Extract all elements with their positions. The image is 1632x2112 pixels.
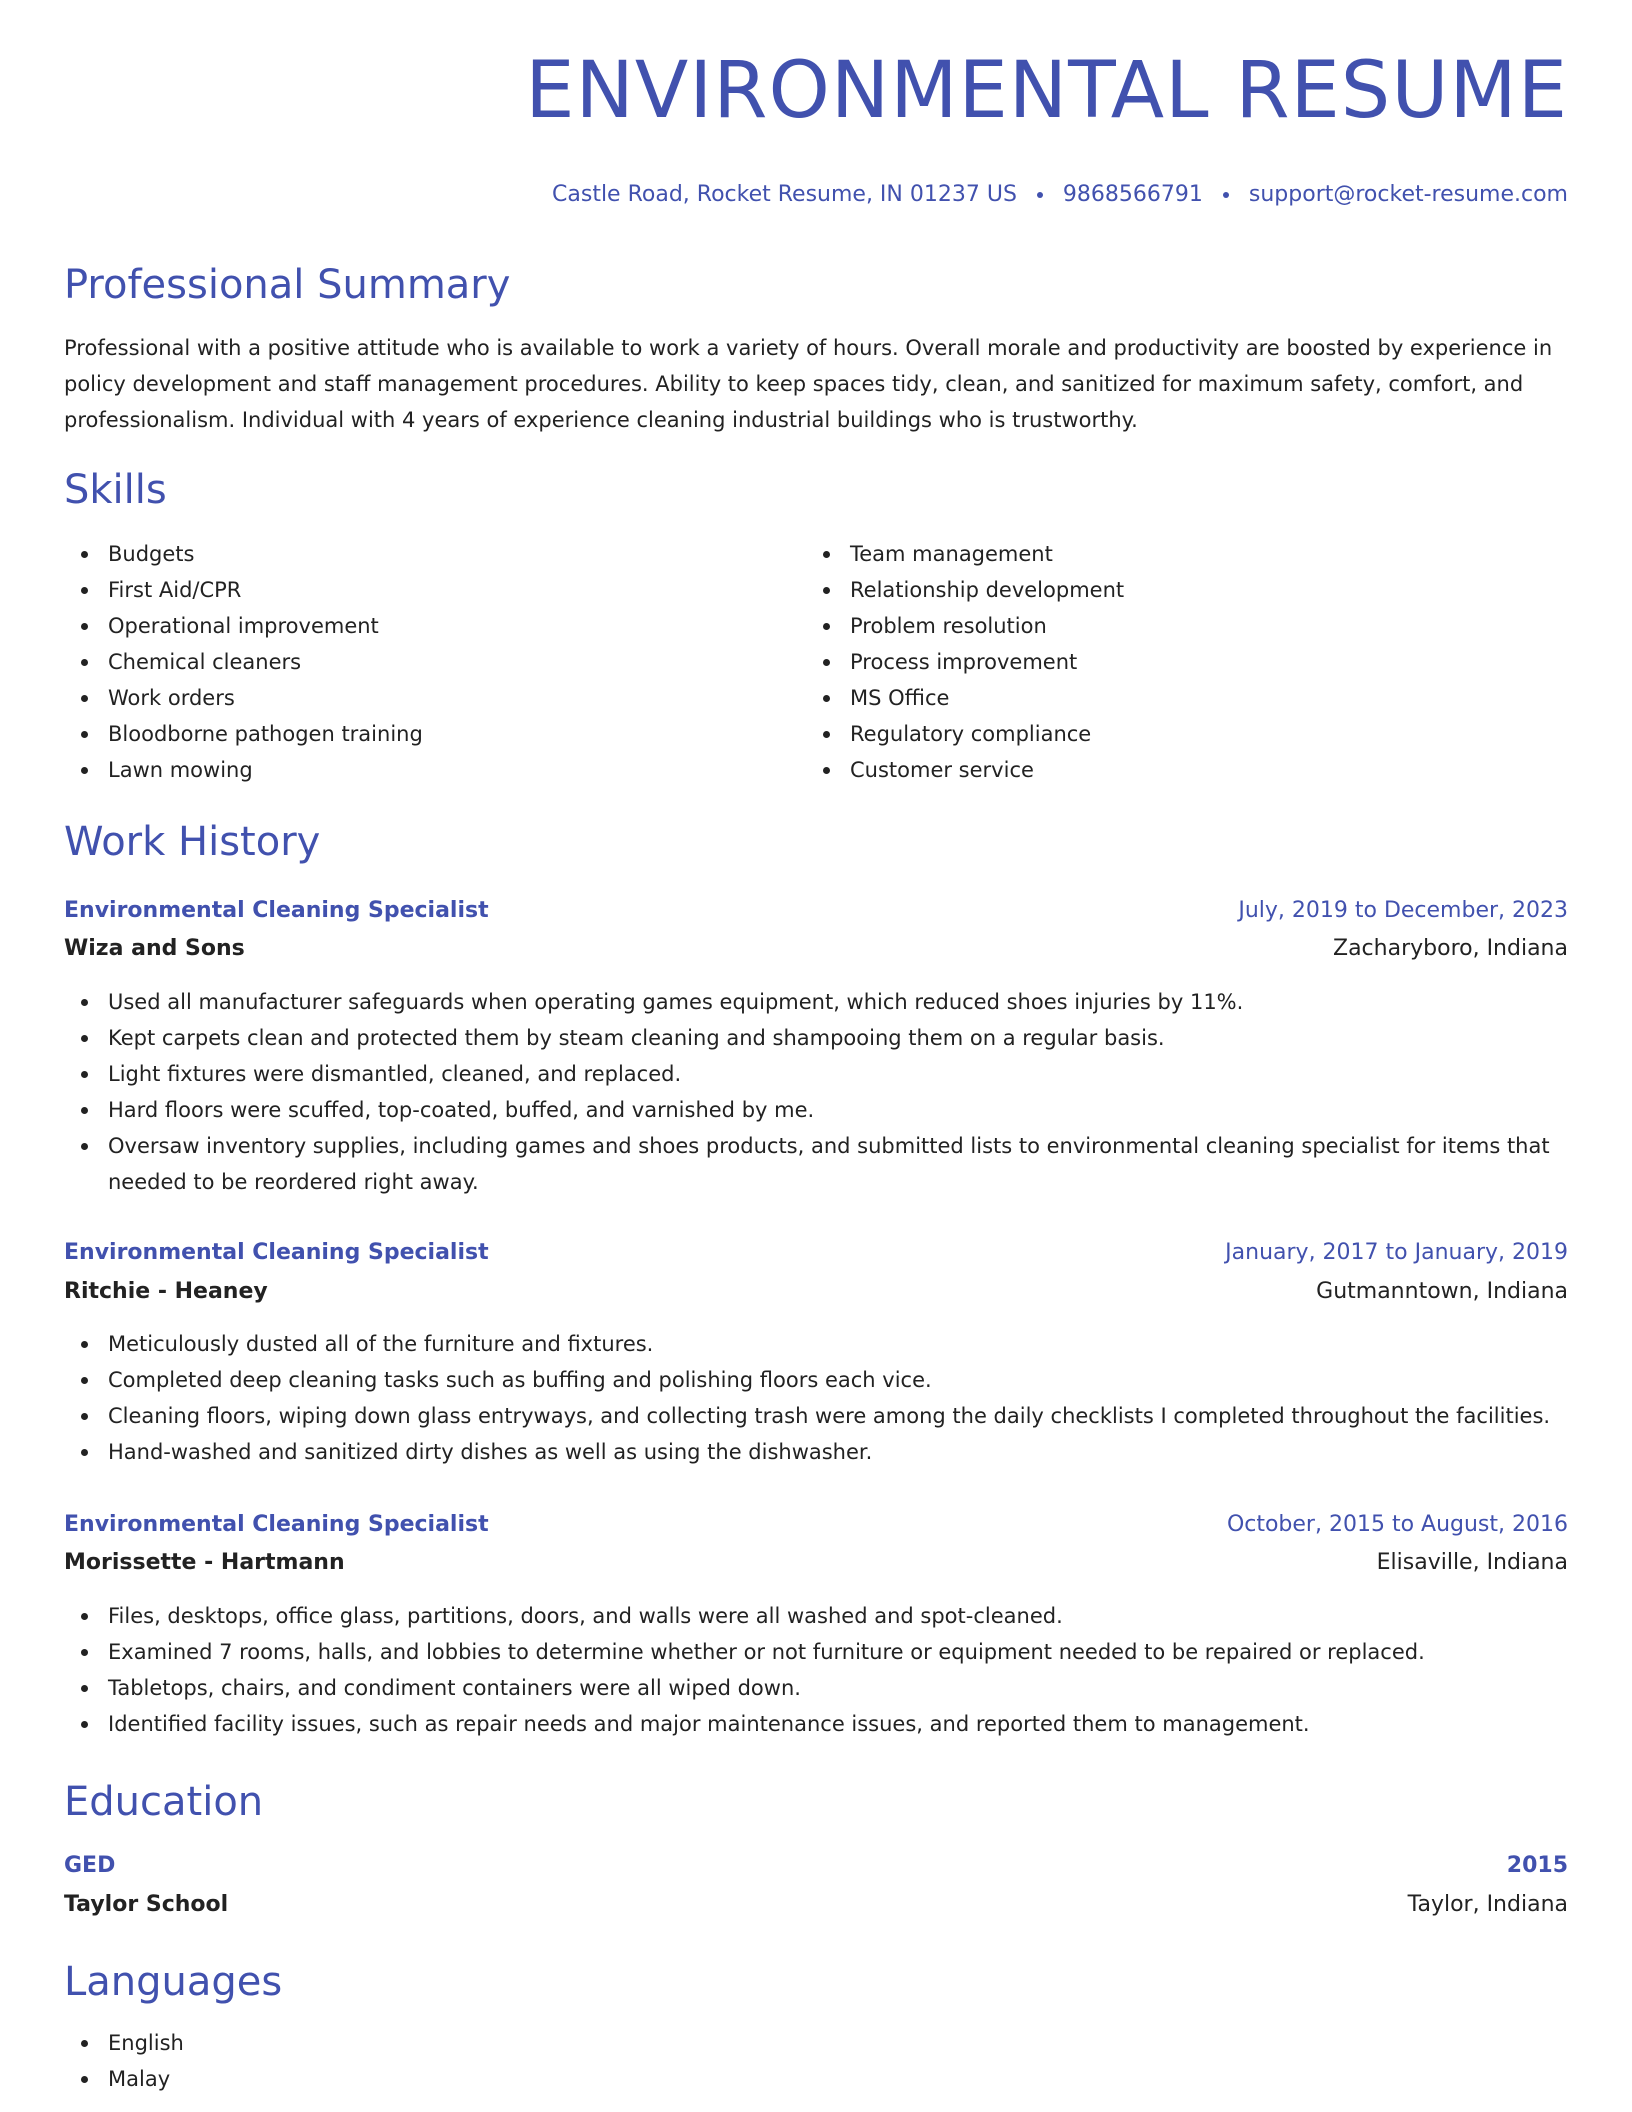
job-bullet: Light fixtures were dismantled, cleaned, and replaced.	[64, 1056, 1568, 1092]
job-dates: January, 2017 to January, 2019	[1225, 1240, 1568, 1265]
job-bullets	[64, 1598, 1568, 1742]
job-bullets	[64, 1326, 1568, 1470]
skill-item: Relationship development	[806, 572, 1506, 608]
summary-heading: Professional Summary	[64, 262, 511, 308]
job-location: Elisaville, Indiana	[1376, 1550, 1568, 1575]
skill-item: Regulatory compliance	[806, 716, 1506, 752]
job-dates: October, 2015 to August, 2016	[1226, 1512, 1568, 1537]
job-bullet: Identified facility issues, such as repair needs and major maintenance issues, and reported them to management.	[64, 1706, 1568, 1742]
language-item: Malay	[64, 2061, 764, 2097]
skill-item: Chemical cleaners	[64, 644, 764, 680]
skill-item: Team management	[806, 536, 1506, 572]
resume-name: ENVIRONMENTAL RESUME	[525, 46, 1568, 136]
job-header	[64, 1512, 1568, 1537]
job-title: Environmental Cleaning Specialist	[64, 898, 489, 923]
job-bullet: Completed deep cleaning tasks such as buffing and polishing floors each vice.	[64, 1362, 1568, 1398]
education-heading: Education	[64, 1779, 264, 1825]
job-title: Environmental Cleaning Specialist	[64, 1512, 489, 1537]
job-bullet: Hand-washed and sanitized dirty dishes as well as using the dishwasher.	[64, 1434, 1568, 1470]
job-header	[64, 1240, 1568, 1265]
education-school: Taylor School	[64, 1892, 229, 1917]
skill-item: First Aid/CPR	[64, 572, 764, 608]
job-title: Environmental Cleaning Specialist	[64, 1240, 489, 1265]
education-location: Taylor, Indiana	[1407, 1892, 1568, 1917]
skill-item: Bloodborne pathogen training	[64, 716, 764, 752]
skill-item: Budgets	[64, 536, 764, 572]
job-org	[64, 1279, 1568, 1304]
job-bullet: Tabletops, chairs, and condiment containers were all wiped down.	[64, 1670, 1568, 1706]
job-bullet: Meticulously dusted all of the furniture and fixtures.	[64, 1326, 1568, 1362]
separator-dot	[1223, 192, 1229, 198]
languages-list	[64, 2025, 764, 2097]
contact-email: support@rocket-resume.com	[1248, 182, 1568, 207]
job-bullet: Kept carpets clean and protected them by steam cleaning and shampooing them on a regular basis.	[64, 1020, 1568, 1056]
job-org	[64, 1550, 1568, 1575]
skill-item: Operational improvement	[64, 608, 764, 644]
skill-item: Process improvement	[806, 644, 1506, 680]
job-company: Morissette - Hartmann	[64, 1550, 345, 1575]
job-bullet: Used all manufacturer safeguards when operating games equipment, which reduced shoes injuries by 11%.	[64, 984, 1568, 1020]
job-company: Ritchie - Heaney	[64, 1279, 268, 1304]
language-item: English	[64, 2025, 764, 2061]
skills-list-left	[64, 536, 764, 788]
job-header	[64, 898, 1568, 923]
education-year: 2015	[1506, 1853, 1568, 1878]
summary-text: Professional with a positive attitude who is available to work a variety of hours. Overall morale and productivity are boosted by experience in policy development and staff management procedures. Ability to keep spaces tidy, clean, and sanitized for maximum safety, comfort, and professionalism. Individual with 4 years of experience cleaning industrial buildings who is trustworthy.	[64, 336, 1553, 432]
skill-item: Customer service	[806, 752, 1506, 788]
job-bullets	[64, 984, 1568, 1200]
job-company: Wiza and Sons	[64, 936, 245, 961]
job-location: Zacharyboro, Indiana	[1333, 936, 1568, 961]
job-dates: July, 2019 to December, 2023	[1238, 898, 1568, 923]
education-degree: GED	[64, 1853, 116, 1878]
languages-heading: Languages	[64, 1959, 283, 2005]
contact-phone: 9868566791	[1062, 182, 1203, 207]
job-bullet: Cleaning floors, wiping down glass entryways, and collecting trash were among the daily checklists I completed throughout the facilities.	[64, 1398, 1568, 1434]
job-location: Gutmanntown, Indiana	[1316, 1279, 1568, 1304]
work-history-heading: Work History	[64, 819, 321, 865]
skills-list-right	[806, 536, 1506, 788]
job-bullet: Oversaw inventory supplies, including games and shoes products, and submitted lists to environmental cleaning specialist for items that needed to be reordered right away.	[64, 1128, 1568, 1200]
job-bullet: Files, desktops, office glass, partitions, doors, and walls were all washed and spot-cleaned.	[64, 1598, 1568, 1634]
separator-dot	[1037, 192, 1043, 198]
skills-heading: Skills	[64, 467, 167, 513]
skill-item: Work orders	[64, 680, 764, 716]
job-bullet: Hard floors were scuffed, top-coated, buffed, and varnished by me.	[64, 1092, 1568, 1128]
skill-item: MS Office	[806, 680, 1506, 716]
education-org	[64, 1892, 1568, 1917]
skill-item: Lawn mowing	[64, 752, 764, 788]
contact-line	[552, 182, 1568, 207]
job-org	[64, 936, 1568, 961]
skill-item: Problem resolution	[806, 608, 1506, 644]
contact-address: Castle Road, Rocket Resume, IN 01237 US	[552, 182, 1017, 207]
education-header	[64, 1853, 1568, 1878]
job-bullet: Examined 7 rooms, halls, and lobbies to determine whether or not furniture or equipment needed to be repaired or replaced.	[64, 1634, 1568, 1670]
